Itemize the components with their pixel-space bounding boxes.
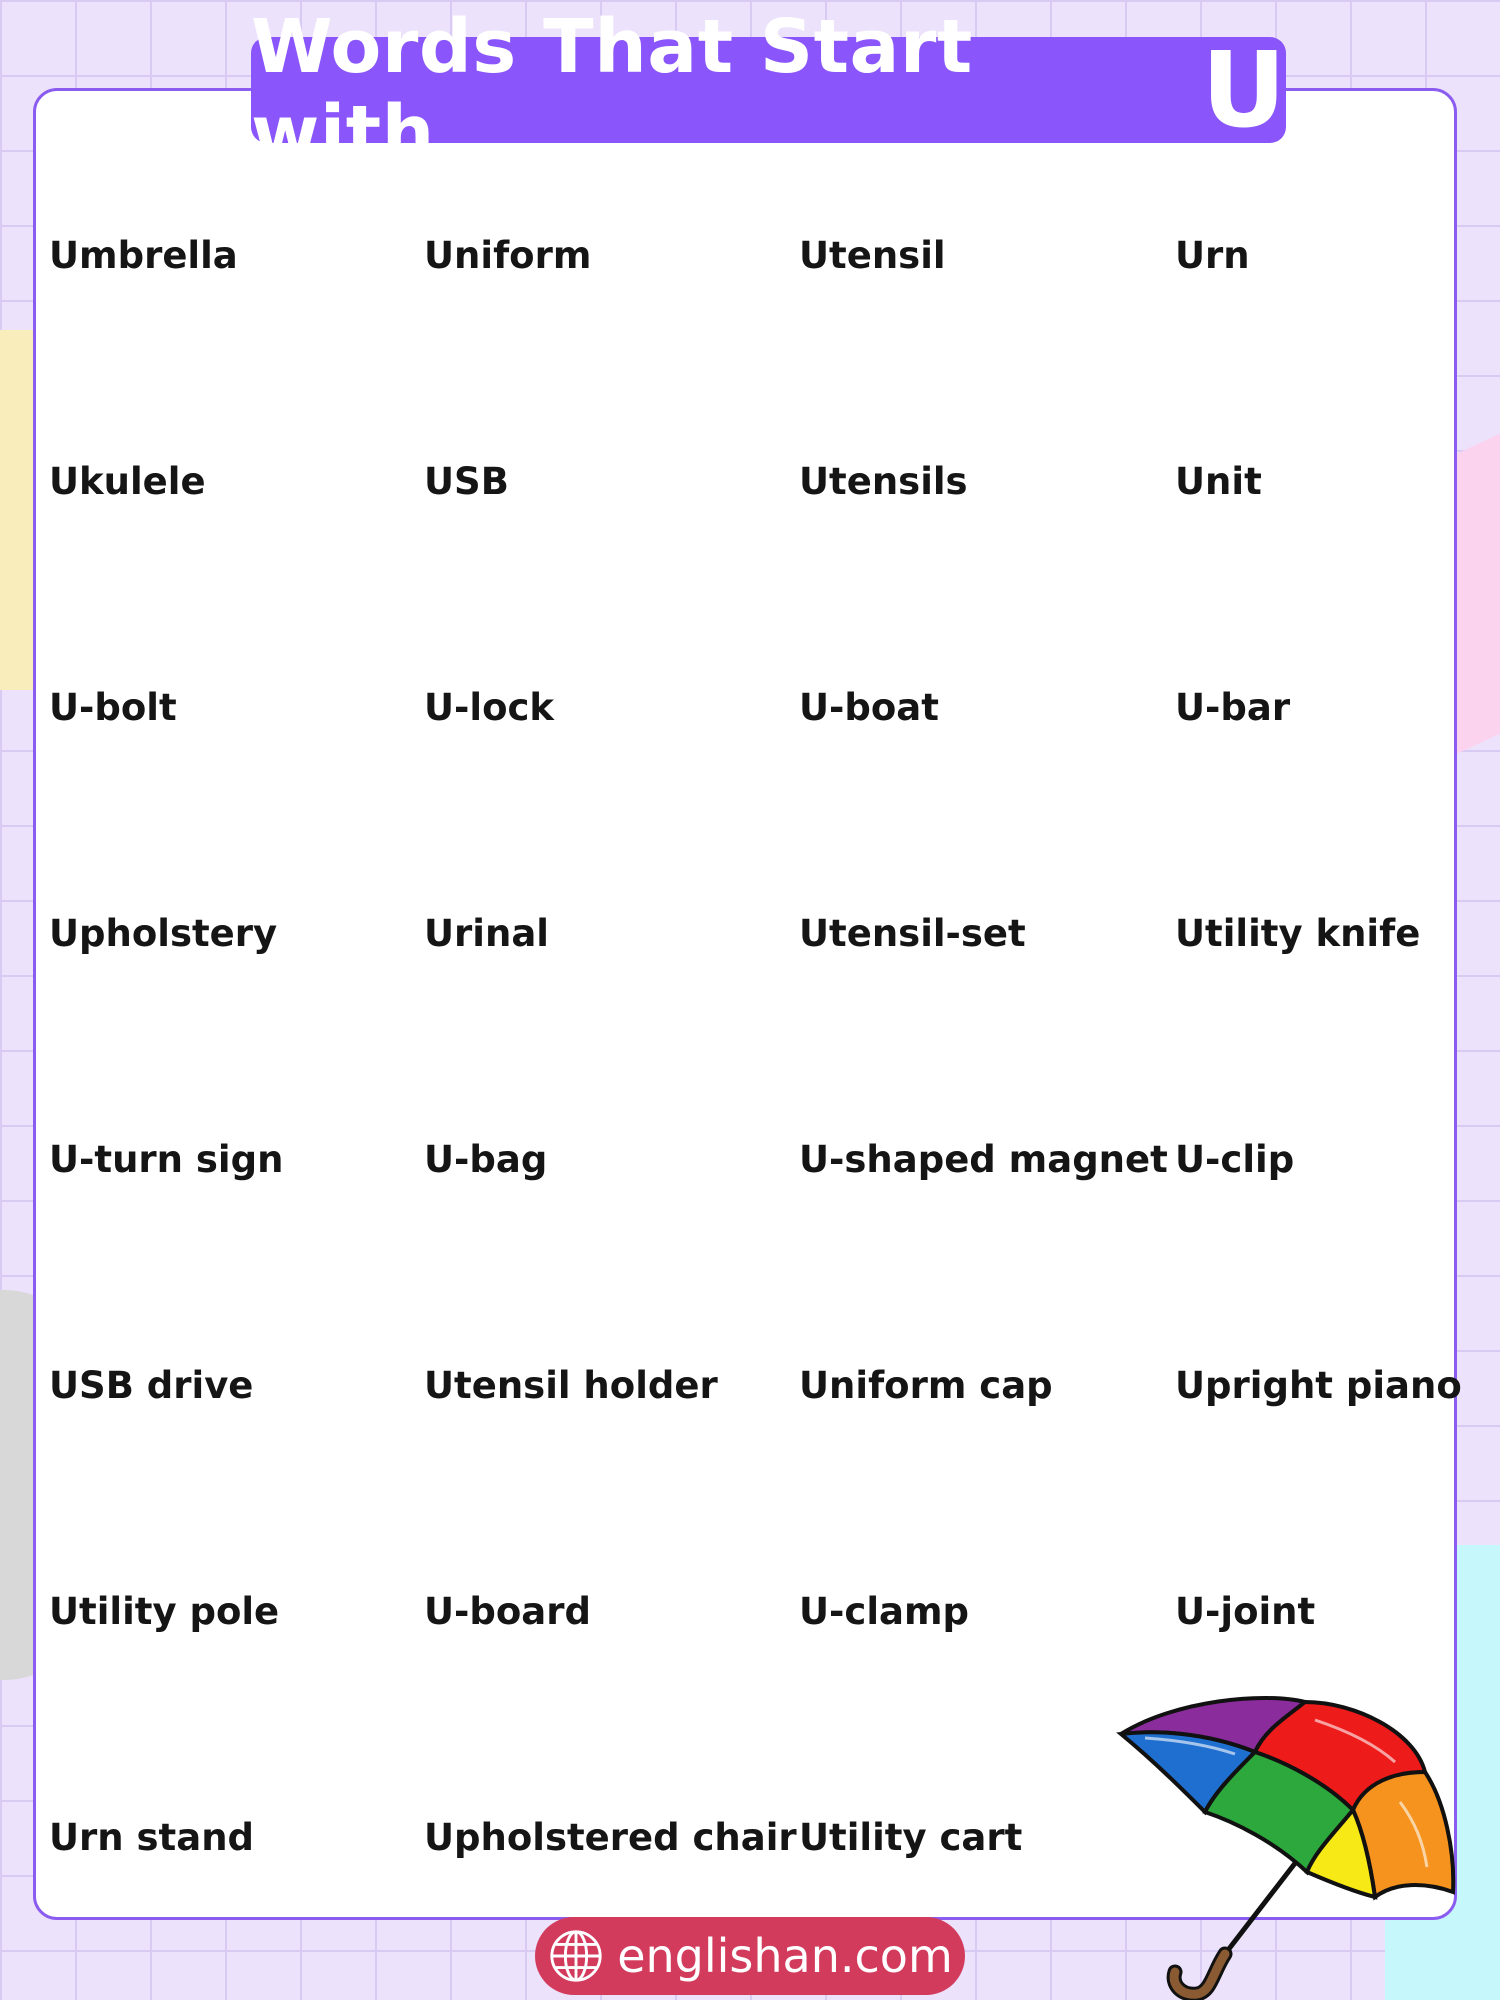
word-item: Upholstered chair bbox=[424, 1816, 797, 1859]
word-item: Upholstery bbox=[49, 912, 278, 955]
title-letter: U bbox=[1201, 29, 1286, 151]
word-item: U-joint bbox=[1175, 1590, 1316, 1633]
word-item: Utensil bbox=[799, 234, 946, 277]
word-item: Utensil holder bbox=[424, 1364, 718, 1407]
word-item: Utility pole bbox=[49, 1590, 280, 1633]
page-title: Words That Start with bbox=[251, 4, 973, 176]
word-item: U-board bbox=[424, 1590, 592, 1633]
word-item: USB drive bbox=[49, 1364, 254, 1407]
word-item: U-bar bbox=[1175, 686, 1291, 729]
word-item: Unit bbox=[1175, 460, 1262, 503]
word-item: Urn stand bbox=[49, 1816, 255, 1859]
word-item: U-shaped magnet bbox=[799, 1138, 1168, 1181]
word-item: U-bag bbox=[424, 1138, 548, 1181]
word-item: U-lock bbox=[424, 686, 555, 729]
word-item: Utensils bbox=[799, 460, 968, 503]
word-item: Ukulele bbox=[49, 460, 206, 503]
footer-website-badge[interactable] bbox=[535, 1917, 965, 1995]
word-item: U-turn sign bbox=[49, 1138, 284, 1181]
word-item: U-bolt bbox=[49, 686, 177, 729]
word-item: Uniform cap bbox=[799, 1364, 1053, 1407]
word-item: Upright piano bbox=[1175, 1364, 1462, 1407]
word-item: Umbrella bbox=[49, 234, 238, 277]
umbrella-icon bbox=[1115, 1692, 1465, 2000]
word-item: U-boat bbox=[799, 686, 939, 729]
title-banner bbox=[251, 4, 1286, 176]
word-item: U-clamp bbox=[799, 1590, 970, 1633]
word-item: Urinal bbox=[424, 912, 549, 955]
word-item: Urn bbox=[1175, 234, 1250, 277]
footer-site-text: englishan.com bbox=[617, 1929, 953, 1983]
globe-icon bbox=[547, 1927, 605, 1985]
word-grid bbox=[49, 232, 1462, 1859]
word-item: Utility knife bbox=[1175, 912, 1421, 955]
word-item: Utility cart bbox=[799, 1816, 1023, 1859]
word-item: U-clip bbox=[1175, 1138, 1295, 1181]
word-item: Utensil-set bbox=[799, 912, 1026, 955]
word-item: USB bbox=[424, 460, 509, 503]
word-item: Uniform bbox=[424, 234, 592, 277]
